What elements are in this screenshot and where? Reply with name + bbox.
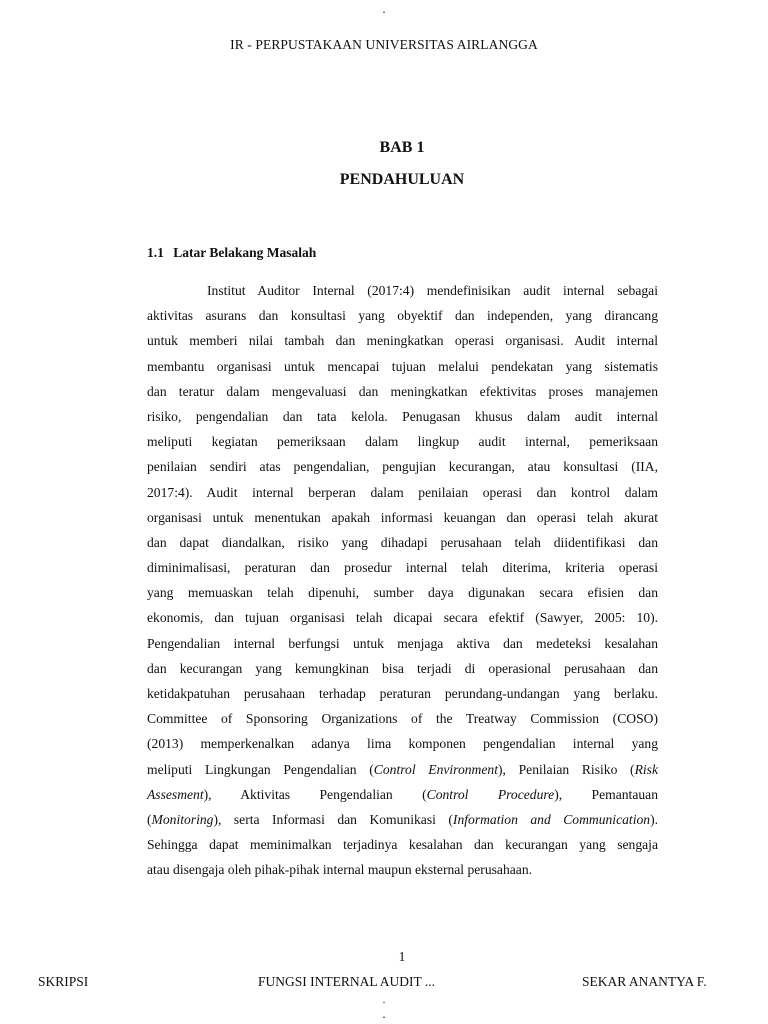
italic-term: Risk bbox=[634, 761, 658, 777]
text-run: dan dapat diandalkan, risiko yang dihadapi perusahaan telah diidentifikasi dan bbox=[147, 534, 658, 550]
section-title: Latar Belakang Masalah bbox=[173, 245, 317, 260]
section-heading bbox=[147, 244, 316, 262]
paragraph-line bbox=[147, 328, 658, 353]
text-run: atau disengaja oleh pihak-pihak internal maupun eksternal perusahaan. bbox=[147, 862, 533, 878]
text-run: meliputi kegiatan pemeriksaan dalam lingkup audit internal, pemeriksaan bbox=[147, 434, 658, 450]
paragraph-line bbox=[147, 303, 658, 328]
italic-term: Control Environment bbox=[373, 761, 498, 777]
paragraph-line bbox=[147, 454, 658, 479]
paragraph-line bbox=[147, 832, 658, 857]
paragraph-line bbox=[147, 354, 658, 379]
paragraph-line bbox=[147, 404, 658, 429]
section-number: 1.1 bbox=[147, 245, 164, 260]
page-number: 1 bbox=[398, 949, 406, 964]
paragraph-line bbox=[147, 379, 658, 404]
italic-term: Monitoring bbox=[151, 811, 214, 827]
text-run: risiko, pengendalian dan tata kelola. Penugasan khusus dalam audit internal bbox=[147, 408, 658, 424]
text-run: Pengendalian internal berfungsi untuk menjaga aktiva dan medeteksi kesalahan bbox=[147, 635, 658, 651]
italic-term: Control Procedure bbox=[426, 786, 555, 802]
text-run: membantu organisasi untuk mencapai tujuan melalui pendekatan yang sistematis bbox=[147, 358, 658, 374]
paragraph-line bbox=[147, 505, 658, 530]
paragraph-line bbox=[147, 278, 658, 303]
text-run: ). bbox=[650, 811, 659, 827]
chapter-number: BAB 1 bbox=[379, 139, 425, 156]
footer-author: SEKAR ANANTYA F. bbox=[582, 974, 707, 989]
running-header: IR - PERPUSTAKAAN UNIVERSITAS AIRLANGGA bbox=[230, 37, 538, 52]
text-run: ekonomis, dan tujuan organisasi telah dicapai secara efektif (Sawyer, 2005: 10). bbox=[147, 610, 658, 626]
top-mark: . bbox=[382, 1, 386, 16]
text-run: dan kecurangan yang kemungkinan bisa terjadi di operasional perusahaan dan bbox=[147, 660, 658, 676]
text-run: Sehingga dapat meminimalkan terjadinya kesalahan dan kecurangan yang sengaja bbox=[147, 837, 658, 853]
paragraph-line bbox=[147, 706, 658, 731]
footer-document-type: SKRIPSI bbox=[38, 974, 89, 989]
paragraph-line bbox=[147, 530, 658, 555]
text-run: dan teratur dalam mengevaluasi dan meningkatkan efektivitas proses manajemen bbox=[147, 383, 658, 399]
paragraph-line bbox=[147, 782, 658, 807]
text-run: ( bbox=[147, 811, 152, 827]
paragraph-line bbox=[147, 807, 658, 832]
text-run: ketidakpatuhan perusahaan terhadap peraturan perundang-undangan yang berlaku. bbox=[147, 686, 658, 701]
text-run: ), Penilaian Risiko ( bbox=[498, 761, 635, 777]
text-run: organisasi untuk menentukan apakah informasi keuangan dan operasi telah akurat bbox=[147, 509, 658, 525]
paragraph-line bbox=[147, 429, 658, 454]
paragraph-line bbox=[147, 857, 658, 882]
text-run: diminimalisasi, peraturan dan prosedur internal telah diterima, kriteria operasi bbox=[147, 560, 658, 576]
text-run: ), Pemantauan bbox=[554, 786, 658, 802]
body-paragraph bbox=[147, 278, 658, 883]
text-run: untuk memberi nilai tambah dan meningkatkan operasi organisasi. Audit internal bbox=[147, 333, 658, 349]
paragraph-line bbox=[147, 731, 658, 756]
paragraph-line bbox=[147, 555, 658, 580]
chapter-title: PENDAHULUAN bbox=[339, 171, 465, 188]
bottom-mark: . bbox=[382, 1006, 386, 1021]
text-run: Institut Auditor Internal (2017:4) mendefinisikan audit internal sebagai bbox=[207, 283, 658, 298]
paragraph-line bbox=[147, 580, 658, 605]
paragraph-line bbox=[147, 757, 658, 782]
text-run: ), Aktivitas Pengendalian ( bbox=[203, 786, 427, 802]
bottom-mark: . bbox=[382, 995, 386, 1006]
text-run: (2013) memperkenalkan adanya lima komponen pengendalian internal yang bbox=[147, 736, 658, 752]
footer-thesis-title: FUNGSI INTERNAL AUDIT ... bbox=[258, 974, 435, 989]
paragraph-line bbox=[147, 631, 658, 656]
text-run: ), serta Informasi dan Komunikasi ( bbox=[213, 811, 453, 827]
text-run: meliputi Lingkungan Pengendalian ( bbox=[147, 761, 374, 777]
italic-term: Assesment bbox=[147, 786, 204, 802]
paragraph-line bbox=[147, 681, 658, 706]
text-run: 2017:4). Audit internal berperan dalam penilaian operasi dan kontrol dalam bbox=[147, 484, 658, 500]
italic-term: Information and Communication bbox=[452, 811, 651, 827]
paragraph-line bbox=[147, 605, 658, 630]
text-run: aktivitas asurans dan konsultasi yang obyektif dan independen, yang dirancang bbox=[147, 308, 658, 324]
text-run: penilaian sendiri atas pengendalian, pengujian kecurangan, atau konsultasi (IIA, bbox=[147, 459, 658, 475]
paragraph-line bbox=[147, 480, 658, 505]
text-run: Committee of Sponsoring Organizations of the Treatway Commission (COSO) bbox=[147, 711, 658, 727]
paragraph-line bbox=[147, 656, 658, 681]
text-run: yang memuaskan telah dipenuhi, sumber daya digunakan secara efisien dan bbox=[147, 585, 658, 601]
